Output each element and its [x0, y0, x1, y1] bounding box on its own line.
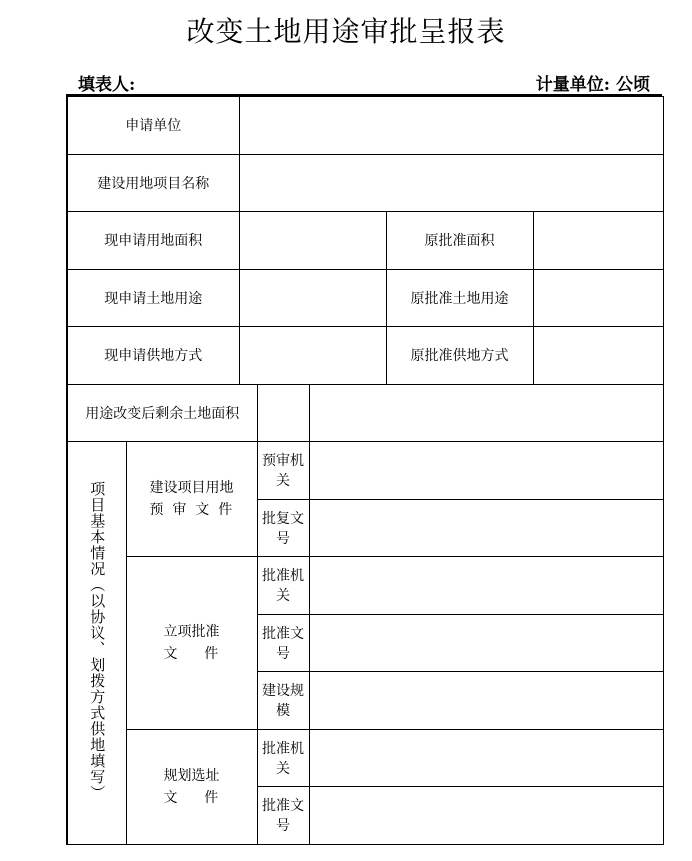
current-supply-field[interactable] [239, 327, 386, 385]
filler-label: 填表人: [78, 75, 136, 95]
remaining-area-field-small[interactable] [257, 384, 309, 442]
approval-agency-field[interactable] [309, 557, 663, 615]
prelim-agency-field[interactable] [309, 442, 663, 500]
remaining-area-field[interactable] [309, 384, 663, 442]
prelim-doc-label: 建设项目用地 预 审 文 件 [126, 442, 257, 557]
current-area-field[interactable] [239, 212, 386, 270]
original-area-field[interactable] [533, 212, 663, 270]
approval-agency-label: 批准机关 [257, 557, 309, 615]
planning-number-field[interactable] [309, 787, 663, 845]
project-name-label: 建设用地项目名称 [67, 154, 239, 212]
basic-info-side-label: 项目基本情况（以协议、划拨方式供地填写） [67, 442, 126, 845]
construction-scale-field[interactable] [309, 672, 663, 730]
planning-number-label: 批准文号 [257, 787, 309, 845]
original-use-field[interactable] [533, 269, 663, 327]
original-supply-field[interactable] [533, 327, 663, 385]
approval-form-table [66, 96, 664, 845]
project-name-field[interactable] [239, 154, 663, 212]
original-supply-label: 原批准供地方式 [386, 327, 533, 385]
approval-number-label: 批准文号 [257, 614, 309, 672]
reply-number-label: 批复文号 [257, 499, 309, 557]
unit-label: 计量单位: 公顷 [535, 75, 650, 95]
approval-number-field[interactable] [309, 614, 663, 672]
applicant-label: 申请单位 [67, 97, 239, 155]
original-use-label: 原批准土地用途 [386, 269, 533, 327]
construction-scale-label: 建设规模 [257, 672, 309, 730]
planning-agency-label: 批准机关 [257, 729, 309, 787]
remaining-area-label: 用途改变后剩余土地面积 [67, 384, 257, 442]
form-title: 改变土地用途审批呈报表 [186, 15, 506, 48]
original-area-label: 原批准面积 [386, 212, 533, 270]
planning-doc-label: 规划选址 文 件 [126, 729, 257, 844]
current-area-label: 现申请用地面积 [67, 212, 239, 270]
approval-doc-label: 立项批准 文 件 [126, 557, 257, 730]
current-use-label: 现申请土地用途 [67, 269, 239, 327]
current-use-field[interactable] [239, 269, 386, 327]
planning-agency-field[interactable] [309, 729, 663, 787]
applicant-field[interactable] [239, 97, 663, 155]
prelim-agency-label: 预审机关 [257, 442, 309, 500]
reply-number-field[interactable] [309, 499, 663, 557]
current-supply-label: 现申请供地方式 [67, 327, 239, 385]
